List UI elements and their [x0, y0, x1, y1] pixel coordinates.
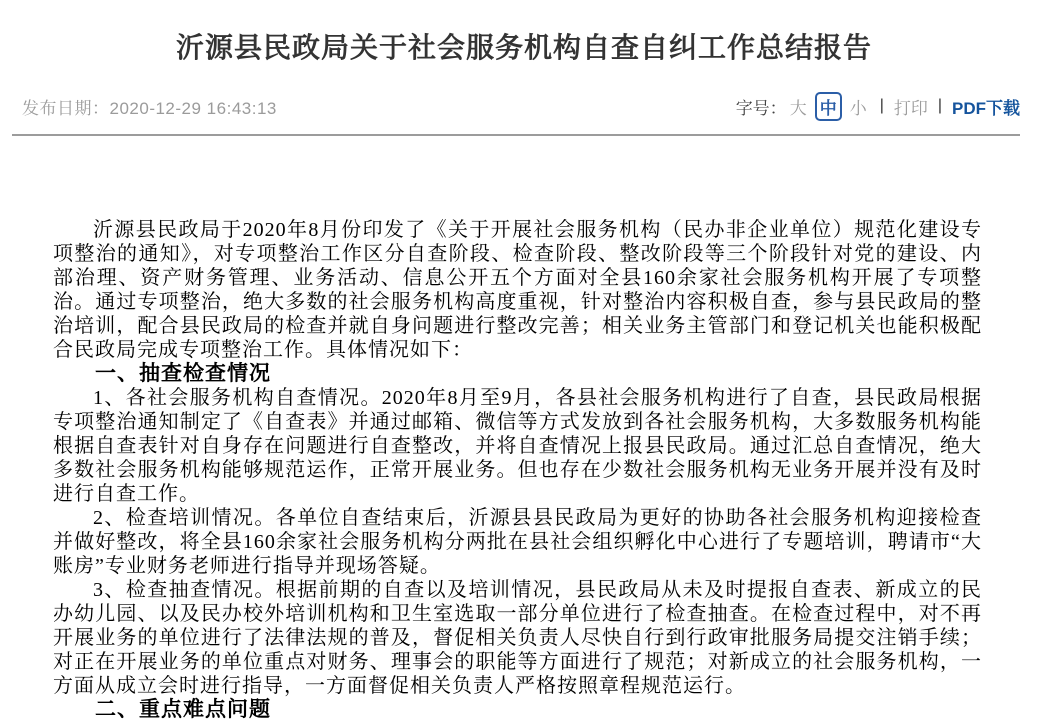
- toolbar: [736, 92, 1020, 121]
- toolbar-separator: |: [937, 97, 942, 114]
- section-heading: 一、抽查检查情况: [95, 362, 271, 385]
- toolbar-separator: |: [879, 97, 884, 114]
- publish-date-value: 2020-12-29 16:43:13: [109, 98, 277, 118]
- header-divider: [12, 134, 1020, 136]
- font-size-small-button[interactable]: 小: [849, 98, 867, 118]
- font-size-label: 字号：: [735, 98, 787, 118]
- print-button[interactable]: 打印: [893, 98, 928, 118]
- article-paragraph: 3、检查抽查情况。根据前期的自查以及培训情况，县民政局从未及时提报自查表、新成立的民办幼儿园、以及民办校外培训机构和卫生室选取一部分单位进行了检查抽查。在检查过程中，对不再开展业务的单位进行了法律法规的普及，督促相关负责人尽快自行到行政审批服务局提交注销手续；对正在开展业务的单位重点对财务、理事会的职能等方面进行了规范；对新成立的社会服务机构，一方面从成立会时进行指导，一方面督促相关负责人严格按照章程规范运行。: [53, 579, 982, 697]
- font-size-medium-button[interactable]: 中: [815, 92, 842, 121]
- article-paragraph: 2、检查培训情况。各单位自查结束后，沂源县县民政局为更好的协助各社会服务机构迎接检查并做好整改，将全县160余家社会服务机构分两批在县社会组织孵化中心进行了专题培训，聘请市“大账房”专业财务老师进行指导并现场答疑。: [53, 507, 982, 577]
- publish-date: [22, 94, 277, 119]
- page-title: 沂源县民政局关于社会服务机构自查自纠工作总结报告: [175, 32, 872, 63]
- article-paragraph: 沂源县民政局于2020年8月份印发了《关于开展社会服务机构（民办非企业单位）规范化建设专项整治的通知》，对专项整治工作区分自查阶段、检查阶段、整改阶段等三个阶段针对党的建设、内部治理、资产财务管理、业务活动、信息公开五个方面对全县160余家社会服务机构开展了专项整治。通过专项整治，绝大多数的社会服务机构高度重视，针对整治内容积极自查，参与县民政局的整治培训，配合县民政局的检查并就自身问题进行整改完善；相关业务主管部门和登记机关也能积极配合民政局完成专项整治工作。具体情况如下：: [53, 219, 982, 361]
- article-paragraph: 1、各社会服务机构自查情况。2020年8月至9月，各县社会服务机构进行了自查，县民政局根据专项整治通知制定了《自查表》并通过邮箱、微信等方式发放到各社会服务机构，大多数服务机构能根据自查表针对自身存在问题进行自查整改，并将自查情况上报县民政局。通过汇总自查情况，绝大多数社会服务机构能够规范运作，正常开展业务。但也存在少数社会服务机构无业务开展并没有及时进行自查工作。: [53, 387, 982, 505]
- publish-date-label: 发布日期：: [22, 98, 110, 118]
- pdf-download-button[interactable]: PDF下载: [952, 98, 1020, 118]
- article-body: [53, 218, 982, 722]
- section-heading: 二、重点难点问题: [95, 698, 271, 721]
- font-size-large-button[interactable]: 大: [789, 98, 807, 118]
- meta-row: [0, 93, 1048, 119]
